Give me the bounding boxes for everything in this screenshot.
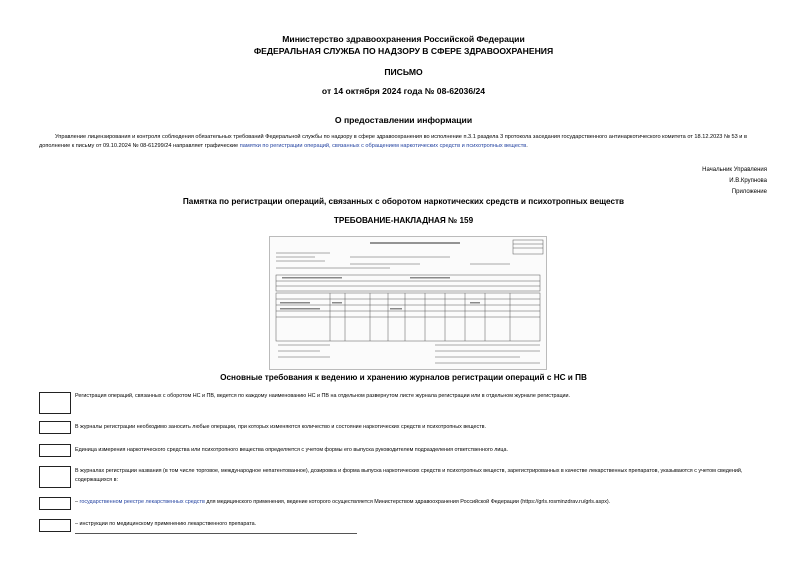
form-title: ТРЕБОВАНИЕ-НАКЛАДНАЯ № 159: [333, 216, 474, 225]
body-paragraph-end: .: [526, 143, 528, 149]
document-date-number: от 14 октября 2024 года № 08-62036/24: [321, 86, 486, 96]
body-paragraph: [39, 133, 769, 151]
source-item-instruction: – инструкции по медицинскому применению лекарственного препарата.: [75, 521, 257, 527]
requirement-checkbox[interactable]: [39, 519, 71, 532]
service-name: ФЕДЕРАЛЬНАЯ СЛУЖБА ПО НАДЗОРУ В СФЕРЕ ЗДРАВООХРАНЕНИЯ: [253, 46, 554, 56]
requirement-checkbox[interactable]: [39, 444, 71, 457]
drug-registry-link[interactable]: государственном реестре лекарственных средств: [79, 499, 205, 505]
requirement-checkbox[interactable]: [39, 497, 71, 510]
document-type: ПИСЬМО: [384, 67, 423, 77]
requirement-item-4: В журналах регистрации названия (в том числе торговое, международное непатентованное), дозировка и форма выпуска наркотических средств и психотропных веществ, зарегистрированных в качестве лекарственных препаратов, указываются с учетом сведений, содержащихся в:: [75, 468, 743, 483]
ministry-name: Министерство здравоохранения Российской Федерации: [282, 34, 525, 44]
body-paragraph-text: Управление лицензирования и контроля соблюдения обязательных требований Федеральной службы по надзору в сфере здравоохранения во исполнение п.3.1 раздела 3 протокола заседания государственного антинаркотического комитета от 18.12.2023 № 53 и в дополнение к письму от 09.10.2024 № 08-61299/24 направляет графические: [39, 134, 747, 149]
requirement-checkbox[interactable]: [39, 466, 71, 488]
document-subject: О предоставлении информации: [334, 115, 473, 125]
source-item-registry: [75, 498, 775, 507]
divider-line: [75, 533, 357, 534]
requirement-item-2: В журналы регистрации необходимо заносить любые операции, при которых изменяются количество и состояние наркотических средств и психотропных веществ.: [75, 424, 487, 430]
requirement-checkbox[interactable]: [39, 392, 71, 414]
requisition-form-graphic: [270, 237, 546, 369]
requirement-item-3: Единица измерения наркотического средства или психотропного вещества определяется с учетом формы его выпуска руководителем подразделения ответственного лица.: [75, 447, 508, 453]
source-prefix: –: [75, 499, 80, 505]
requirement-checkbox[interactable]: [39, 421, 71, 434]
memo-title: Памятка по регистрации операций, связанных с оборотом наркотических средств и психотропных веществ: [182, 197, 625, 206]
requirements-title: Основные требования к ведению и хранению журналов регистрации операций с НС и ПВ: [220, 373, 587, 382]
requirement-item-1: Регистрация операций, связанных с оборотом НС и ПВ, ведется по каждому наименованию НС и ПВ на отдельном развернутом листе журнала регистрации или в отдельном журнале регистрации.: [75, 393, 571, 399]
source-registry-text: для медицинского применения, ведение которого осуществляется Министерством здравоохранения Российской Федерации (https://grls.rosminzdrav.ru/grls.aspx).: [204, 499, 611, 505]
requisition-form-image: [269, 236, 547, 370]
signature-position: Начальник Управления: [702, 167, 767, 173]
memo-link[interactable]: памятки по регистрации операций, связанных с обращением наркотических средств и психотропных веществ: [239, 143, 527, 149]
signature-name: И.В.Крупнова: [729, 178, 767, 184]
attachment-label: Приложение: [731, 189, 767, 195]
